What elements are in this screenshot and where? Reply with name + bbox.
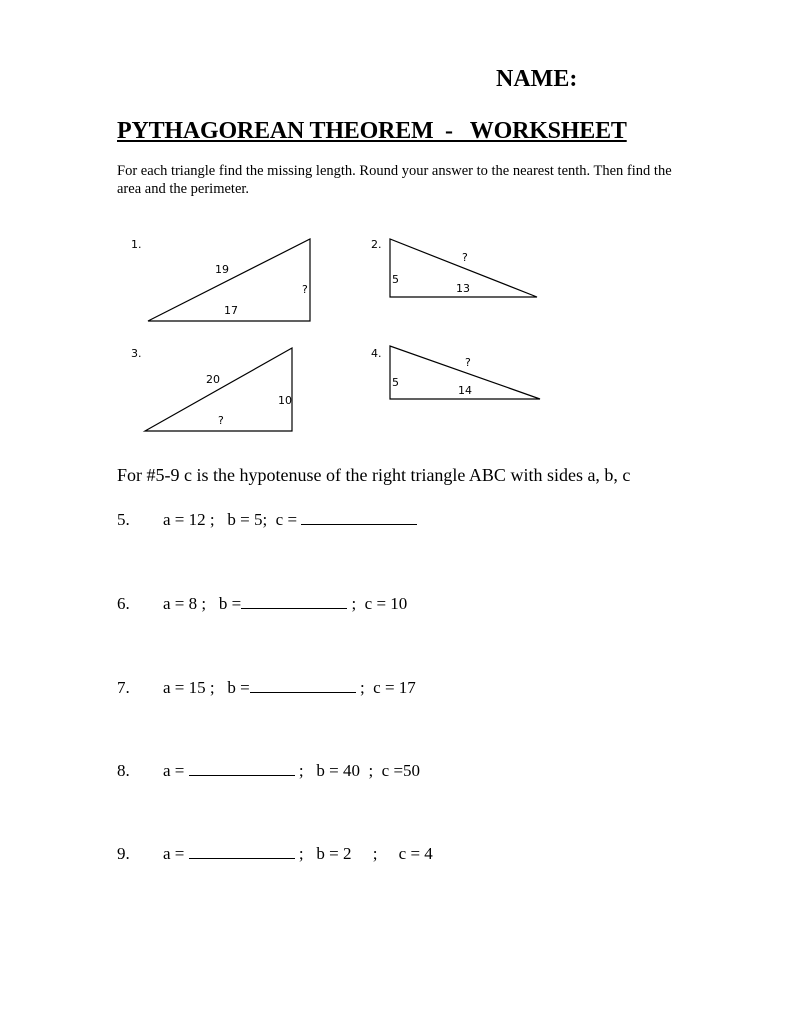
answer-blank[interactable] (250, 677, 356, 693)
question-number: 6. (117, 594, 130, 613)
triangle-number: 1. (131, 238, 142, 251)
question-5 (117, 509, 417, 530)
triangle-base-label: ? (218, 414, 224, 427)
question-number: 8. (117, 761, 130, 780)
triangle-number: 3. (131, 347, 142, 360)
triangle-height-label: 5 (392, 376, 399, 389)
question-7 (117, 677, 416, 698)
question-text-after: ; c = 10 (347, 594, 408, 613)
triangle-base-label: 14 (458, 384, 472, 397)
triangle-1 (131, 238, 310, 321)
triangle-hypotenuse-label: ? (462, 251, 468, 264)
question-text-after: ; b = 40 ; c =50 (294, 761, 421, 780)
triangle-2 (371, 238, 537, 297)
triangle-height-label: ? (302, 283, 308, 296)
triangle-hypotenuse-label: ? (465, 356, 471, 369)
triangle-hypotenuse-label: 20 (206, 373, 220, 386)
triangle-number: 2. (371, 238, 382, 251)
question-number: 9. (117, 844, 130, 863)
triangle-3 (131, 347, 292, 431)
question-text-after: ; c = 17 (355, 678, 416, 697)
question-text: a = 8 ; b = (163, 594, 242, 613)
triangle-height-label: 10 (278, 394, 292, 407)
question-8 (117, 760, 420, 781)
answer-blank[interactable] (241, 593, 347, 609)
triangle-hypotenuse-label: 19 (215, 263, 229, 276)
answer-blank[interactable] (189, 760, 295, 776)
question-number: 5. (117, 510, 130, 529)
instructions: For each triangle find the missing length. Round your answer to the nearest tenth. Then find the area and the perimeter. (117, 163, 672, 197)
page-title: PYTHAGOREAN THEOREM - WORKSHEET (117, 118, 627, 144)
question-6 (117, 593, 407, 614)
triangle-base-label: 17 (224, 304, 238, 317)
question-number: 7. (117, 678, 130, 697)
triangle-height-label: 5 (392, 273, 399, 286)
answer-blank[interactable] (301, 509, 417, 525)
question-text: a = (163, 844, 189, 863)
question-text: a = 12 ; b = 5; c = (163, 510, 302, 529)
question-9 (117, 843, 433, 864)
question-text: a = 15 ; b = (163, 678, 250, 697)
question-text: a = (163, 761, 189, 780)
name-label: NAME: (496, 66, 578, 92)
triangle-base-label: 13 (456, 282, 470, 295)
triangle-4 (371, 346, 540, 399)
answer-blank[interactable] (189, 843, 295, 859)
question-text-after: ; b = 2 ; c = 4 (294, 844, 433, 863)
section-intro: For #5-9 c is the hypotenuse of the right triangle ABC with sides a, b, c (117, 465, 631, 485)
triangle-number: 4. (371, 347, 382, 360)
